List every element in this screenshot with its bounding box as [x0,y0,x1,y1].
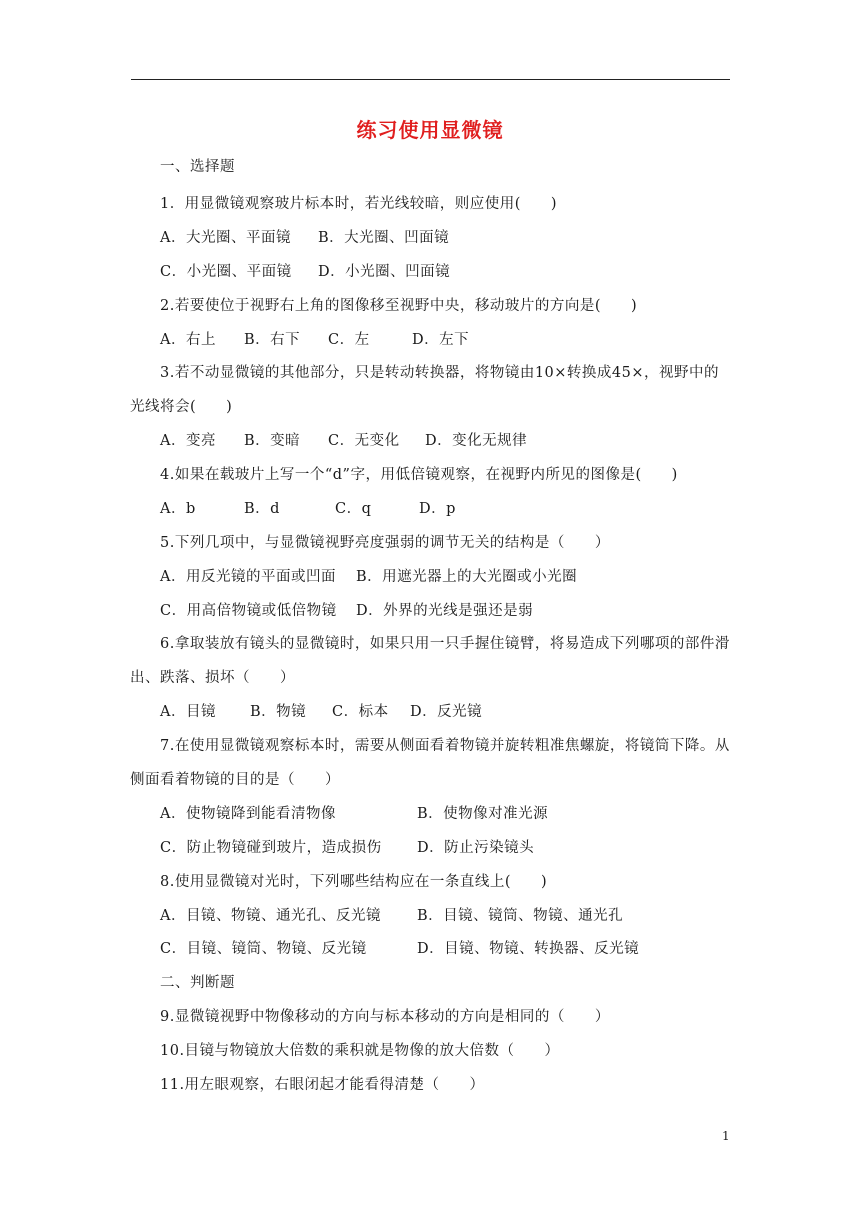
options-row [160,260,450,281]
option-b: B．用遮光器上的大光圈或小光圈 [356,569,578,585]
options-row [160,429,527,450]
question-1: 1．用显微镜观察玻片标本时，若光线较暗，则应使用( ) [160,196,558,212]
option-d: D．变化无规律 [425,433,528,449]
options-row [160,836,534,857]
option-b: B．物镜 [250,704,307,720]
header-rule [131,79,730,80]
option-a: A．变亮 [160,433,216,449]
question-3: 3.若不动显微镜的其他部分，只是转动转换器，将物镜由10×转换成45×，视野中的 [160,365,720,381]
option-c: C．目镜、镜筒、物镜、反光镜 [160,941,367,957]
option-b: B．变暗 [244,433,301,449]
question-3-continued: 光线将会( ) [130,399,233,415]
options-row [160,904,623,925]
option-d: D．小光圈、凹面镜 [318,264,451,280]
question-2: 2.若要使位于视野右上角的图像移至视野中央，移动玻片的方向是( ) [160,298,638,314]
option-d: D．p [419,501,456,517]
option-c: C．标本 [332,704,389,720]
section-heading-choice: 一、选择题 [160,159,235,175]
question-6-continued: 出、跌落、损坏（ ） [130,670,295,686]
option-d: D．反光镜 [410,704,483,720]
option-c: C．防止物镜碰到玻片，造成损伤 [160,840,382,856]
options-row [160,599,533,620]
question-5: 5.下列几项中，与显微镜视野亮度强弱的调节无关的结构是（ ） [160,535,610,551]
option-a: A．右上 [160,332,216,348]
option-a: A．目镜、物镜、通光孔、反光镜 [160,908,381,924]
options-row [160,497,456,518]
option-c: C．左 [328,332,370,348]
page-title: 练习使用显微镜 [356,118,504,142]
question-9: 9.显微镜视野中物像移动的方向与标本移动的方向是相同的（ ） [160,1009,610,1025]
option-a: A．目镜 [160,704,216,720]
option-b: B．使物像对准光源 [417,806,549,822]
option-a: A．b [160,501,196,517]
question-4: 4.如果在载玻片上写一个“d”字，用低倍镜观察，在视野内所见的图像是( ) [160,467,678,483]
option-c: C．用高倍物镜或低倍物镜 [160,603,337,619]
option-c: C．无变化 [328,433,400,449]
option-a: A．使物镜降到能看清物像 [160,806,336,822]
option-a: A．用反光镜的平面或凹面 [160,569,336,585]
option-b: B．d [244,501,280,517]
option-b: B．目镜、镜筒、物镜、通光孔 [417,908,624,924]
options-row [160,226,449,247]
question-7-continued: 侧面看着物镜的目的是（ ） [130,772,340,788]
option-c: C．小光圈、平面镜 [160,264,292,280]
option-a: A．大光圈、平面镜 [160,230,291,246]
option-c: C．q [335,501,372,517]
question-10: 10.目镜与物镜放大倍数的乘积就是物像的放大倍数（ ） [160,1043,560,1059]
option-d: D．外界的光线是强还是弱 [356,603,534,619]
options-row [160,700,482,721]
options-row [160,328,469,349]
question-6: 6.拿取装放有镜头的显微镜时，如果只用一只手握住镜臂，将易造成下列哪项的部件滑 [160,636,730,652]
option-b: B．大光圈、凹面镜 [318,230,450,246]
options-row [160,802,548,823]
option-b: B．右下 [244,332,301,348]
options-row [160,937,639,958]
page-number: 1 [722,1129,730,1143]
section-heading-judgment: 二、判断题 [160,975,235,991]
option-d: D．左下 [412,332,470,348]
question-11: 11.用左眼观察，右眼闭起才能看得清楚（ ） [160,1077,485,1093]
option-d: D．防止污染镜头 [417,840,535,856]
question-8: 8.使用显微镜对光时，下列哪些结构应在一条直线上( ) [160,874,548,890]
question-7: 7.在使用显微镜观察标本时，需要从侧面看着物镜并旋转粗准焦螺旋，将镜筒下降。从 [160,738,730,754]
option-d: D．目镜、物镜、转换器、反光镜 [417,941,640,957]
options-row [160,565,577,586]
